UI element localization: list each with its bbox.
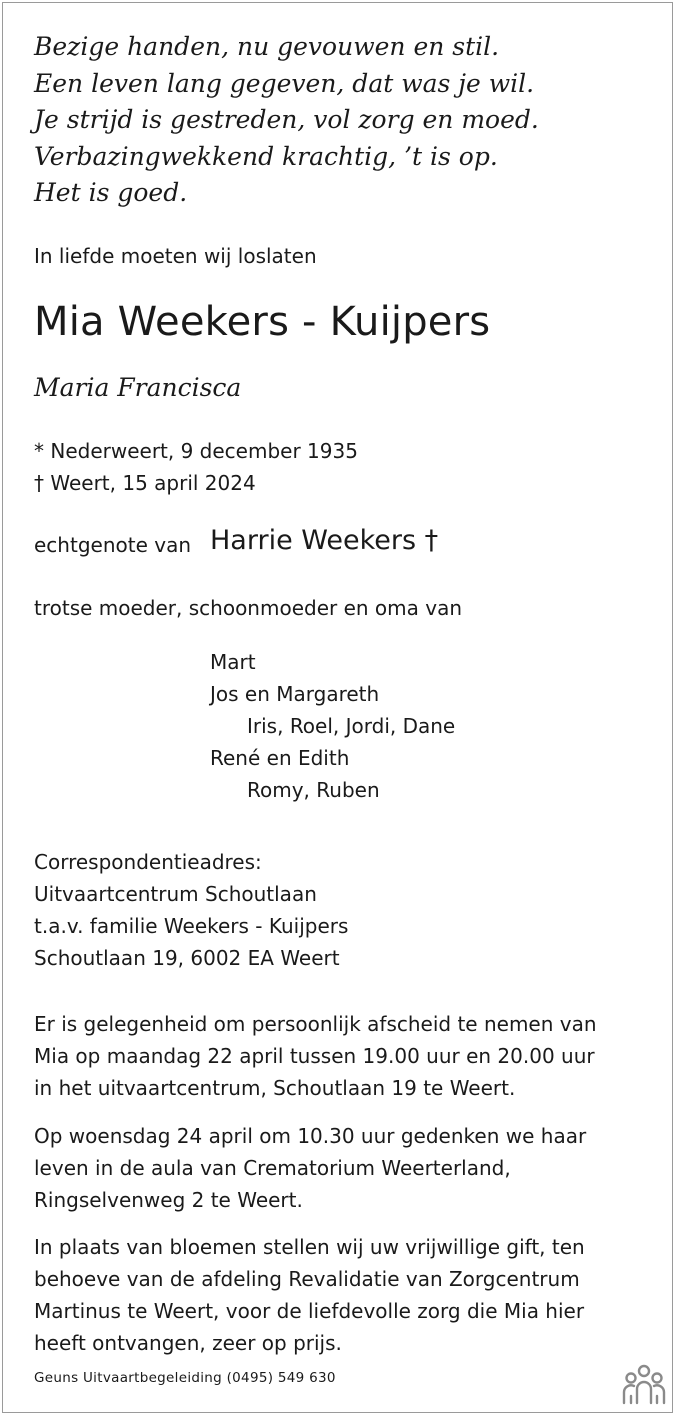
spouse-name: Harrie Weekers † [210, 525, 439, 556]
poem-line: Verbazingwekkend krachtig, ’t is op. [34, 141, 498, 171]
service-paragraph [34, 1120, 586, 1216]
poem-line: Bezige handen, nu gevouwen en stil. [34, 32, 500, 61]
paragraph-line: Er is gelegenheid om persoonlijk afscheid te nemen van [34, 1012, 597, 1036]
family-member: Mart [210, 650, 256, 674]
paragraph-line: leven in de aula van Crematorium Weerterland, [34, 1156, 511, 1180]
birth-line: * Nederweert, 9 december 1935 [34, 439, 358, 463]
paragraph-line: Op woensdag 24 april om 10.30 uur gedenken we haar [34, 1124, 587, 1148]
farewell-paragraph [34, 1008, 597, 1104]
life-dates [34, 435, 358, 499]
paragraph-line: Martinus te Weert, voor de liefdevolle zorg die Mia hier [34, 1299, 585, 1323]
deceased-name: Mia Weekers - Kuijpers [34, 299, 491, 345]
address-line: t.a.v. familie Weekers - Kuijpers [34, 914, 349, 938]
address-line: Uitvaartcentrum Schoutlaan [34, 882, 317, 906]
poem-line: Je strijd is gestreden, vol zorg en moed. [34, 105, 539, 134]
grandchildren: Romy, Ruben [247, 778, 380, 802]
address-line: Correspondentieadres: [34, 850, 262, 874]
death-line: † Weert, 15 april 2024 [34, 471, 256, 495]
donation-paragraph [34, 1231, 585, 1359]
paragraph-line: behoeve van de afdeling Revalidatie van Zorgcentrum [34, 1267, 580, 1291]
paragraph-line: Ringselvenweg 2 te Weert. [34, 1188, 303, 1212]
grandchildren: Iris, Roel, Jordi, Dane [247, 714, 456, 738]
family-list [210, 646, 455, 806]
people-group-icon [620, 1363, 668, 1407]
family-intro: trotse moeder, schoonmoeder en oma van [34, 596, 463, 620]
intro-text: In liefde moeten wij loslaten [34, 244, 317, 268]
address-line: Schoutlaan 19, 6002 EA Weert [34, 946, 340, 970]
funeral-director-footer: Geuns Uitvaartbegeleiding (0495) 549 630 [34, 1370, 336, 1386]
correspondence-address [34, 846, 348, 974]
family-member: Jos en Margareth [210, 682, 380, 706]
paragraph-line: In plaats van bloemen stellen wij uw vrijwillige gift, ten [34, 1235, 585, 1259]
given-names: Maria Francisca [34, 373, 242, 402]
obituary-card [2, 2, 673, 1413]
spouse-label: echtgenote van [34, 533, 192, 557]
poem [34, 29, 539, 212]
poem-line: Een leven lang gegeven, dat was je wil. [34, 68, 535, 98]
paragraph-line: in het uitvaartcentrum, Schoutlaan 19 te Weert. [34, 1076, 516, 1100]
paragraph-line: heeft ontvangen, zeer op prijs. [34, 1331, 342, 1355]
paragraph-line: Mia op maandag 22 april tussen 19.00 uur en 20.00 uur [34, 1044, 595, 1068]
family-member: René en Edith [210, 746, 350, 770]
poem-line: Het is goed. [34, 178, 188, 207]
